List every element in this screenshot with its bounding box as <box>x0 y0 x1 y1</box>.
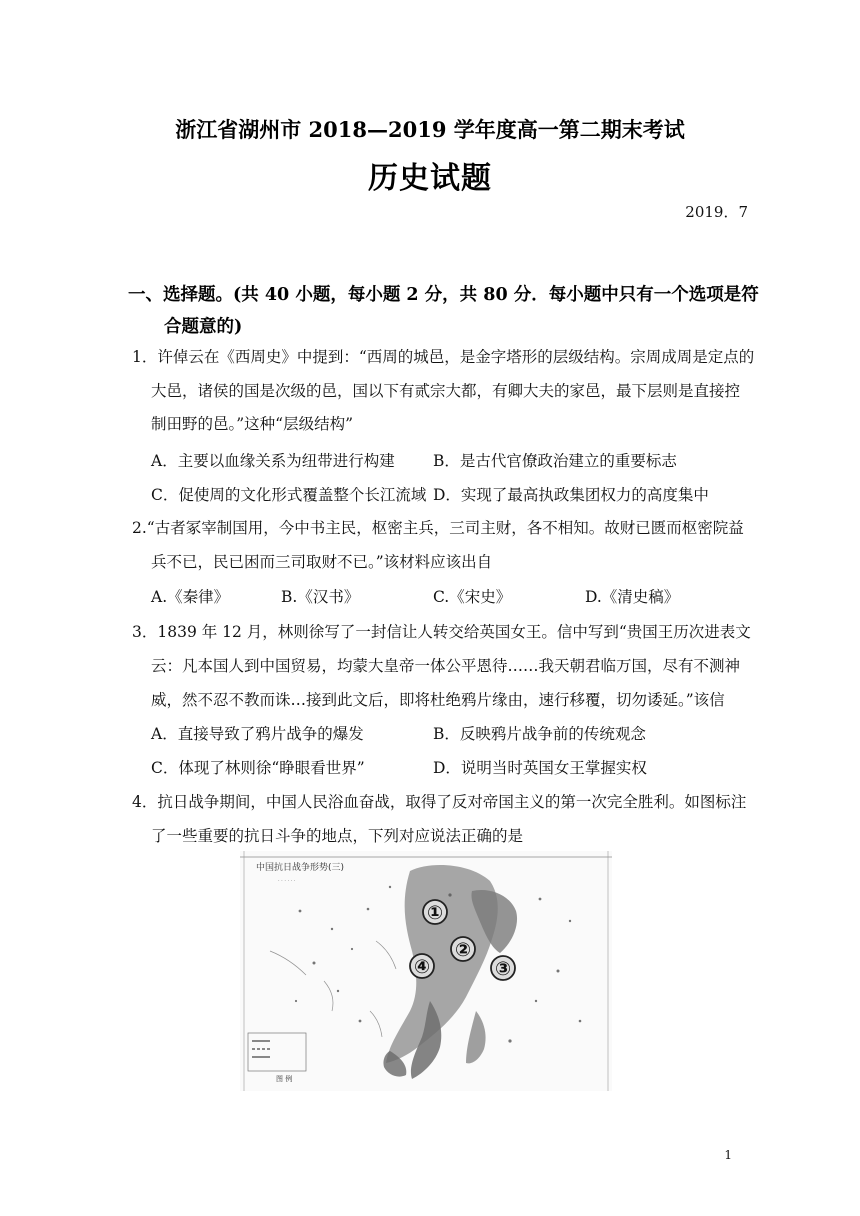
q3-option-a[interactable]: A．直接导致了鸦片战争的爆发 <box>151 725 364 743</box>
svg-text:· · · · · ·: · · · · · · <box>278 878 296 884</box>
exam-date: 2019．7 <box>685 203 748 221</box>
section-heading-cont: 合题意的) <box>164 317 243 337</box>
q3-option-b[interactable]: B．反映鸦片战争前的传统观念 <box>433 725 646 743</box>
exam-title: 浙江省湖州市 2018—2019 学年度高一第二期末考试 <box>175 117 685 142</box>
q1-stem-line: 制田野的邑。”这种“层级结构” <box>151 415 354 433</box>
map-marker-4: ④ <box>413 956 431 978</box>
q3-option-d[interactable]: D．说明当时英国女王掌握实权 <box>433 759 647 777</box>
map-marker-2: ② <box>454 939 472 961</box>
war-situation-map <box>240 851 612 1091</box>
q3-stem-line: 威，然不忍不教而诛…接到此文后，即将杜绝鸦片缘由，速行移覆，切勿诿延。”该信 <box>151 691 725 709</box>
q4-stem-line: 了一些重要的抗日斗争的地点，下列对应说法正确的是 <box>151 827 524 845</box>
q2-stem-line: 兵不已，民已困而三司取财不已。”该材料应该出自 <box>151 553 493 571</box>
map-title: 中国抗日战争形势(三) <box>256 863 345 873</box>
q1-option-b[interactable]: B．是古代官僚政治建立的重要标志 <box>433 452 677 470</box>
q3-option-c[interactable]: C．体现了林则徐“睁眼看世界” <box>151 759 365 777</box>
q1-stem-line: 1．许倬云在《西周史》中提到：“西周的城邑，是金字塔形的层级结构。宗周成周是定点的 <box>132 348 755 366</box>
q2-option-c[interactable]: C.《宋史》 <box>433 588 512 606</box>
q1-option-a[interactable]: A．主要以血缘关系为纽带进行构建 <box>151 452 395 470</box>
map-marker-3: ③ <box>494 958 512 980</box>
map-marker-1: ① <box>426 902 444 924</box>
q2-option-b[interactable]: B.《汉书》 <box>281 588 360 606</box>
q3-stem-line: 云：凡本国人到中国贸易，均蒙大皇帝一体公平恩待……我天朝君临万国，尽有不测神 <box>151 657 741 675</box>
page-number: 1 <box>724 1148 732 1162</box>
q3-stem-line: 3．1839 年 12 月，林则徐写了一封信让人转交给英国女王。信中写到“贵国王历次进表文 <box>132 623 751 641</box>
q2-option-d[interactable]: D.《清史稿》 <box>585 588 680 606</box>
map-legend-label: 图 例 <box>276 1075 293 1083</box>
q1-option-d[interactable]: D．实现了最高执政集团权力的高度集中 <box>433 486 709 504</box>
section-heading: 一、选择题。(共 40 小题，每小题 2 分，共 80 分．每小题中只有一个选项是符 <box>128 285 759 305</box>
q1-option-c[interactable]: C．促使周的文化形式覆盖整个长江流域 <box>151 486 427 504</box>
exam-subtitle: 历史试题 <box>368 161 492 196</box>
q4-stem-line: 4．抗日战争期间，中国人民浴血奋战，取得了反对帝国主义的第一次完全胜利。如图标注 <box>132 793 747 811</box>
q2-stem-line: 2.“古者冢宰制国用，今中书主民，枢密主兵，三司主财，各不相知。故财已匮而枢密院益 <box>132 519 744 537</box>
q2-option-a[interactable]: A.《秦律》 <box>151 588 230 606</box>
q1-stem-line: 大邑，诸侯的国是次级的邑，国以下有贰宗大都，有卿大夫的家邑，最下层则是直接控 <box>151 382 741 400</box>
